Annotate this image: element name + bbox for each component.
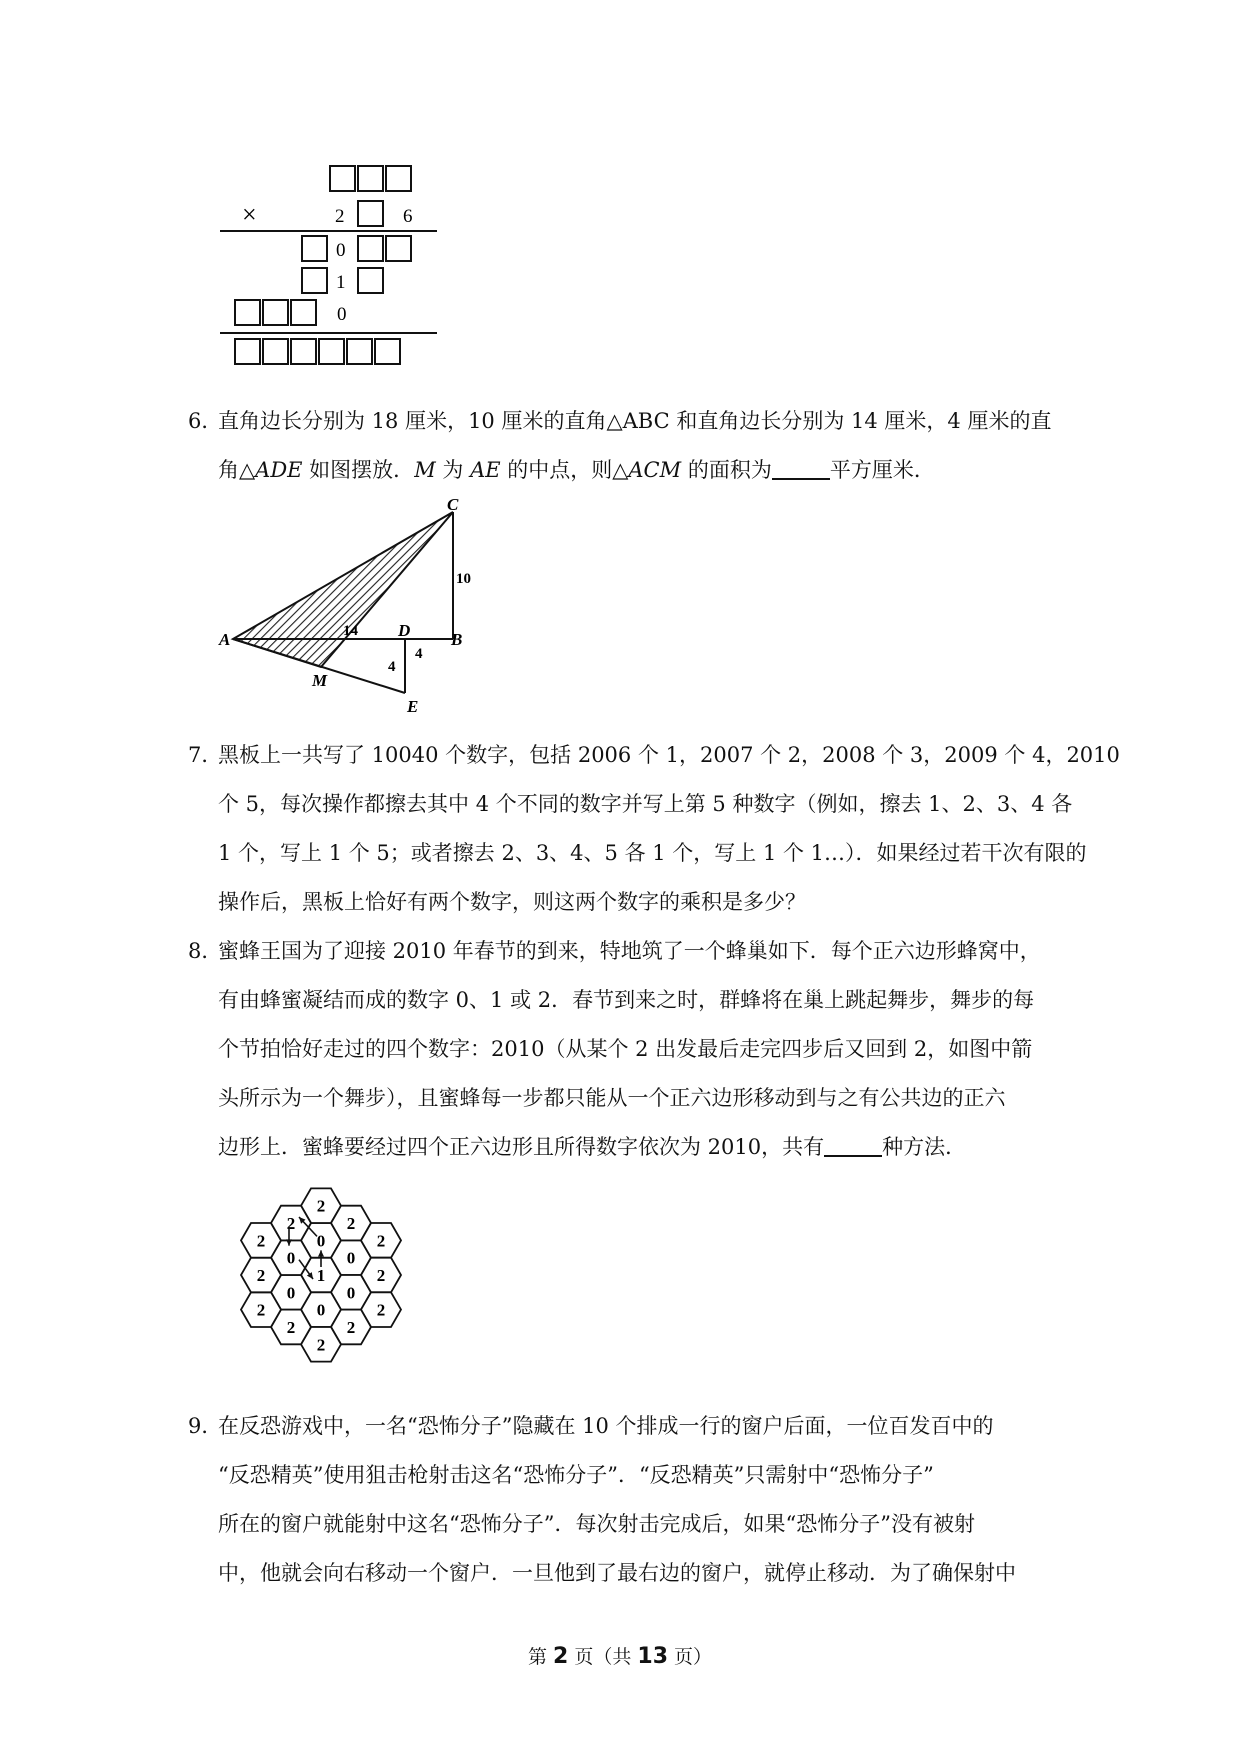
partial-digit: 1 bbox=[336, 272, 346, 293]
problem-8-line-3: 个节拍恰好走过的四个数字：2010（从某个 2 出发最后走完四步后又回到 2，如图中箭 bbox=[218, 1037, 1033, 1061]
problem-8-line-1: 8．蜜蜂王国为了迎接 2010 年春节的到来，特地筑了一个蜂巢如下．每个正六边形蜂窝中， bbox=[188, 927, 1068, 976]
problem-number: 6． bbox=[188, 409, 223, 433]
digit-box bbox=[263, 339, 288, 364]
digit-box bbox=[235, 339, 260, 364]
problem-9 bbox=[188, 1402, 1068, 1598]
page-total: 13 bbox=[637, 1644, 669, 1669]
hex-cell-number: 2 bbox=[376, 1300, 386, 1320]
times-sign: × bbox=[242, 200, 257, 229]
triangle-figure bbox=[215, 497, 485, 719]
digit-box bbox=[302, 268, 327, 293]
digit-box bbox=[375, 339, 400, 364]
digit-box bbox=[291, 339, 316, 364]
digit-box bbox=[291, 300, 316, 325]
hex-cell-number: 2 bbox=[316, 1196, 326, 1216]
problem-8-line-5: 边形上．蜜蜂要经过四个正六边形且所得数字依次为 2010，共有 种方法． bbox=[188, 1123, 1068, 1172]
hex-cell-number: 2 bbox=[286, 1214, 296, 1234]
problem-9-line-4: 中，他就会向右移动一个窗户．一旦他到了最右边的窗户，就停止移动．为了确保射中 bbox=[218, 1561, 1016, 1585]
hex-cell-number: 2 bbox=[376, 1231, 386, 1251]
digit-box bbox=[358, 166, 383, 191]
problem-6-line-2: 角△ADE 如图摆放．M 为 AE 的中点，则△ACM 的面积为 平方厘米． bbox=[188, 446, 1068, 495]
problem-7-line-1: 7．黑板上一共写了 10040 个数字，包括 2006 个 1，2007 个 2，2008 个 3，2009 个 4，2010 bbox=[188, 731, 1068, 780]
problem-7-line-2: 个 5，每次操作都擦去其中 4 个不同的数字并写上第 5 种数字（例如，擦去 1、2、3、4 各 bbox=[218, 792, 1073, 816]
problem-9-line-2: “反恐精英”使用狙击枪射击这名“恐怖分子”．“反恐精英”只需射中“恐怖分子” bbox=[218, 1463, 934, 1487]
point-label-b: B bbox=[451, 630, 463, 649]
hex-cell-number: 2 bbox=[286, 1317, 296, 1337]
hex-cell-number: 0 bbox=[346, 1248, 356, 1268]
hex-cell-number: 2 bbox=[376, 1266, 386, 1285]
problem-9-line-1: 9．在反恐游戏中，一名“恐怖分子”隐藏在 10 个排成一行的窗户后面，一位百发百中的 bbox=[188, 1402, 1068, 1451]
problem-7 bbox=[188, 731, 1120, 927]
multiplication-figure bbox=[215, 160, 445, 372]
problem-6-line-1: 6．直角边长分别为 18 厘米，10 厘米的直角△ABC 和直角边长分别为 14 厘米，4 厘米的直 bbox=[188, 397, 1068, 446]
digit-box bbox=[347, 339, 372, 364]
page-footer: 第 2 页（共 13 页） bbox=[527, 1644, 713, 1669]
digit-box bbox=[319, 339, 344, 364]
problem-9-line-3: 所在的窗户就能射中这名“恐怖分子”．每次射击完成后，如果“恐怖分子”没有被射 bbox=[218, 1512, 975, 1536]
hex-cell-number: 2 bbox=[256, 1300, 266, 1320]
point-label-e: E bbox=[407, 697, 419, 716]
problem-6 bbox=[188, 397, 1068, 495]
hex-cell-number: 0 bbox=[286, 1248, 296, 1268]
partial-digit: 0 bbox=[337, 304, 347, 325]
hex-cell-number: 2 bbox=[256, 1266, 266, 1285]
digit-box bbox=[330, 166, 355, 191]
hex-cell-number: 2 bbox=[346, 1214, 356, 1234]
answer-blank bbox=[772, 454, 830, 480]
hex-cell-number: 2 bbox=[256, 1231, 266, 1251]
hex-cell-number: 1 bbox=[316, 1266, 326, 1285]
digit-box bbox=[386, 236, 411, 261]
length-label: 10 bbox=[456, 571, 471, 587]
digit-box bbox=[263, 300, 288, 325]
digit-box bbox=[235, 300, 260, 325]
problem-8 bbox=[188, 927, 1068, 1172]
length-label: 4 bbox=[388, 659, 396, 675]
digit-box bbox=[358, 236, 383, 261]
problem-8-line-2: 有由蜂蜜凝结而成的数字 0、1 或 2．春节到来之时，群蜂将在巢上跳起舞步，舞步的每 bbox=[218, 988, 1035, 1012]
point-label-m: M bbox=[312, 671, 328, 690]
page-number: 2 bbox=[552, 1644, 569, 1669]
length-label: 14 bbox=[343, 623, 358, 639]
hex-cell-number: 0 bbox=[346, 1283, 356, 1303]
digit-box bbox=[358, 201, 383, 226]
digit-box bbox=[302, 236, 327, 261]
honeycomb-figure bbox=[215, 1165, 430, 1385]
problem-8-line-4: 头所示为一个舞步），且蜜蜂每一步都只能从一个正六边形移动到与之有公共边的正六 bbox=[218, 1086, 1006, 1110]
hex-cell-number: 0 bbox=[316, 1231, 326, 1251]
problem-number: 7． bbox=[188, 743, 223, 767]
digit-box bbox=[386, 166, 411, 191]
partial-digit: 0 bbox=[336, 240, 346, 261]
hex-cell-number: 2 bbox=[316, 1335, 326, 1355]
problem-number: 9． bbox=[188, 1414, 223, 1438]
point-label-d: D bbox=[398, 621, 411, 640]
point-label-c: C bbox=[447, 497, 459, 514]
multiplier-digit: 2 bbox=[335, 206, 345, 227]
hex-cell-number: 0 bbox=[316, 1300, 326, 1320]
multiplier-digit: 6 bbox=[403, 206, 413, 227]
hex-cell-number: 2 bbox=[346, 1317, 356, 1337]
length-label: 4 bbox=[415, 646, 423, 662]
answer-blank bbox=[824, 1131, 882, 1157]
hex-cell-number: 0 bbox=[286, 1283, 296, 1303]
problem-7-line-3: 1 个，写上 1 个 5；或者擦去 2、3、4、5 各 1 个，写上 1 个 1…）．如果经过若干次有限的 bbox=[218, 841, 1087, 865]
problem-number: 8． bbox=[188, 939, 223, 963]
digit-box bbox=[358, 268, 383, 293]
shaded-triangle-acm bbox=[233, 512, 453, 667]
problem-7-line-4: 操作后，黑板上恰好有两个数字，则这两个数字的乘积是多少？ bbox=[218, 890, 806, 914]
point-label-a: A bbox=[219, 630, 231, 649]
